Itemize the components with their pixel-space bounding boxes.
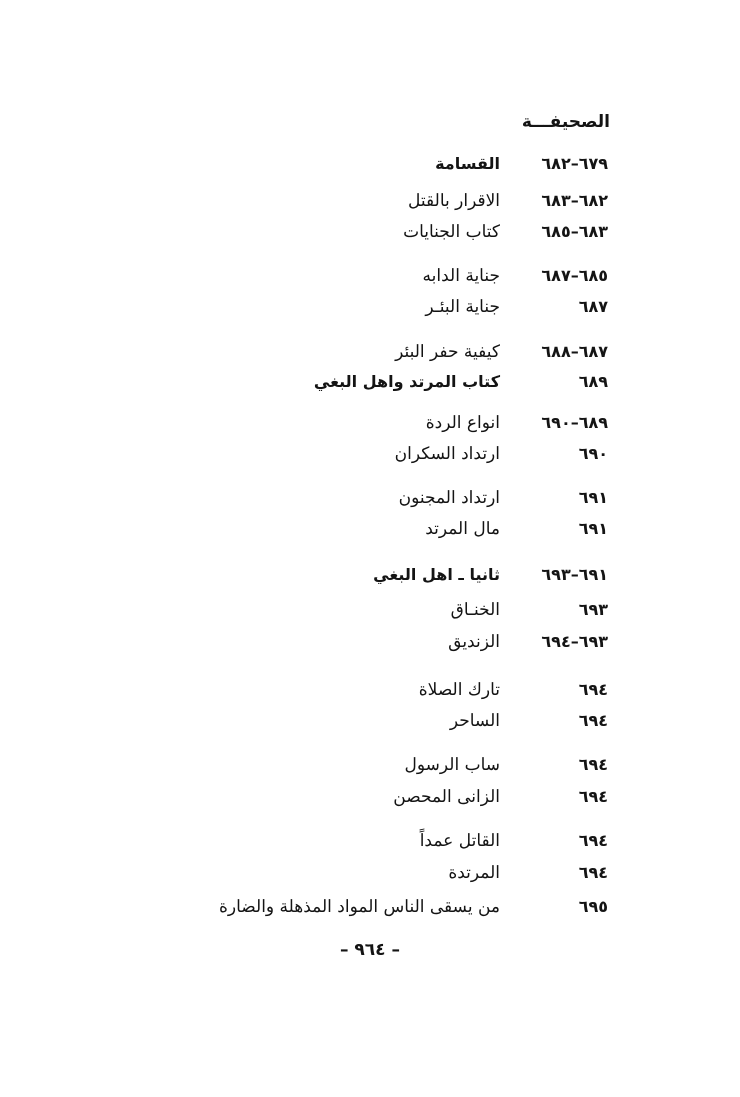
entry-page-range: ٦٨٣–٦٨٥	[541, 222, 608, 241]
index-entry	[0, 218, 740, 246]
section-heading: ثانيا ـ اهل البغي	[373, 565, 500, 584]
entry-title: الساحر	[449, 711, 500, 731]
entry-page-range: ٦٩٤	[578, 863, 608, 882]
entry-title: جناية البئـر	[425, 297, 500, 317]
entry-title: المرتدة	[448, 863, 500, 883]
section-heading: كتاب المرتد واهل البغي	[313, 372, 500, 391]
page-number: – ٩٦٤ –	[340, 940, 400, 960]
entry-page-range: ٦٨٩	[578, 372, 608, 391]
entry-page-range: ٦٩٣–٦٩٤	[541, 632, 608, 651]
index-entry	[0, 515, 740, 543]
entry-page-range: ٦٨٩–٦٩٠	[541, 413, 608, 432]
index-entry	[0, 859, 740, 887]
entry-page-range: ٦٩٤	[578, 787, 608, 806]
index-entry	[0, 262, 740, 290]
entry-page-range: ٦٨٥–٦٨٧	[541, 266, 608, 285]
index-entry	[0, 783, 740, 811]
index-entry	[0, 409, 740, 437]
entry-title: جناية الدابه	[422, 266, 500, 286]
entry-page-range: ٦٨٧	[578, 297, 608, 316]
entry-title: كيفية حفر البئر	[395, 342, 500, 362]
index-entry	[0, 676, 740, 704]
index-entry	[0, 893, 740, 921]
section-heading: القسامة	[435, 154, 500, 173]
entry-page-range: ٦٩٣	[578, 600, 608, 619]
entry-title: من يسقى الناس المواد المذهلة والضارة	[218, 897, 500, 917]
entry-title: ارتداد السكران	[394, 444, 500, 464]
entry-title: مال المرتد	[425, 519, 500, 539]
index-entry	[0, 484, 740, 512]
entry-page-range: ٦٨٧–٦٨٨	[541, 342, 608, 361]
entry-title: تارك الصلاة	[418, 680, 500, 700]
entry-title: ساب الرسول	[404, 755, 500, 775]
entry-page-range: ٦٨٢–٦٨٣	[541, 191, 608, 210]
index-entry	[0, 596, 740, 624]
entry-page-range: ٦٩١	[578, 488, 608, 507]
index-entry	[0, 827, 740, 855]
entry-page-range: ٦٩٠	[578, 444, 608, 463]
entry-title: كتاب الجنايات	[403, 222, 500, 242]
index-entry	[0, 707, 740, 735]
index-entry	[0, 561, 740, 589]
index-entry	[0, 440, 740, 468]
index-entry	[0, 150, 740, 178]
page-column-header: الصحيفـــة	[521, 112, 610, 132]
index-entry	[0, 628, 740, 656]
entry-page-range: ٦٩١	[578, 519, 608, 538]
entry-page-range: ٦٩٤	[578, 711, 608, 730]
entry-title: الزانى المحصن	[393, 787, 500, 807]
entry-title: الاقرار بالقتل	[408, 191, 500, 211]
entry-title: الزنديق	[448, 632, 500, 652]
index-entry	[0, 368, 740, 396]
entry-page-range: ٦٩٥	[578, 897, 608, 916]
entry-title: انواع الردة	[425, 413, 500, 433]
entry-title: القاتل عمداً	[419, 831, 500, 851]
entry-title: الخنـاق	[450, 600, 500, 620]
entry-page-range: ٦٩٤	[578, 831, 608, 850]
index-entry	[0, 751, 740, 779]
index-entry	[0, 293, 740, 321]
entry-page-range: ٦٩١–٦٩٣	[541, 565, 608, 584]
entry-title: ارتداد المجنون	[398, 488, 500, 508]
entry-page-range: ٦٧٩–٦٨٢	[541, 154, 608, 173]
entry-page-range: ٦٩٤	[578, 755, 608, 774]
entry-page-range: ٦٩٤	[578, 680, 608, 699]
index-entry	[0, 338, 740, 366]
index-entry	[0, 187, 740, 215]
